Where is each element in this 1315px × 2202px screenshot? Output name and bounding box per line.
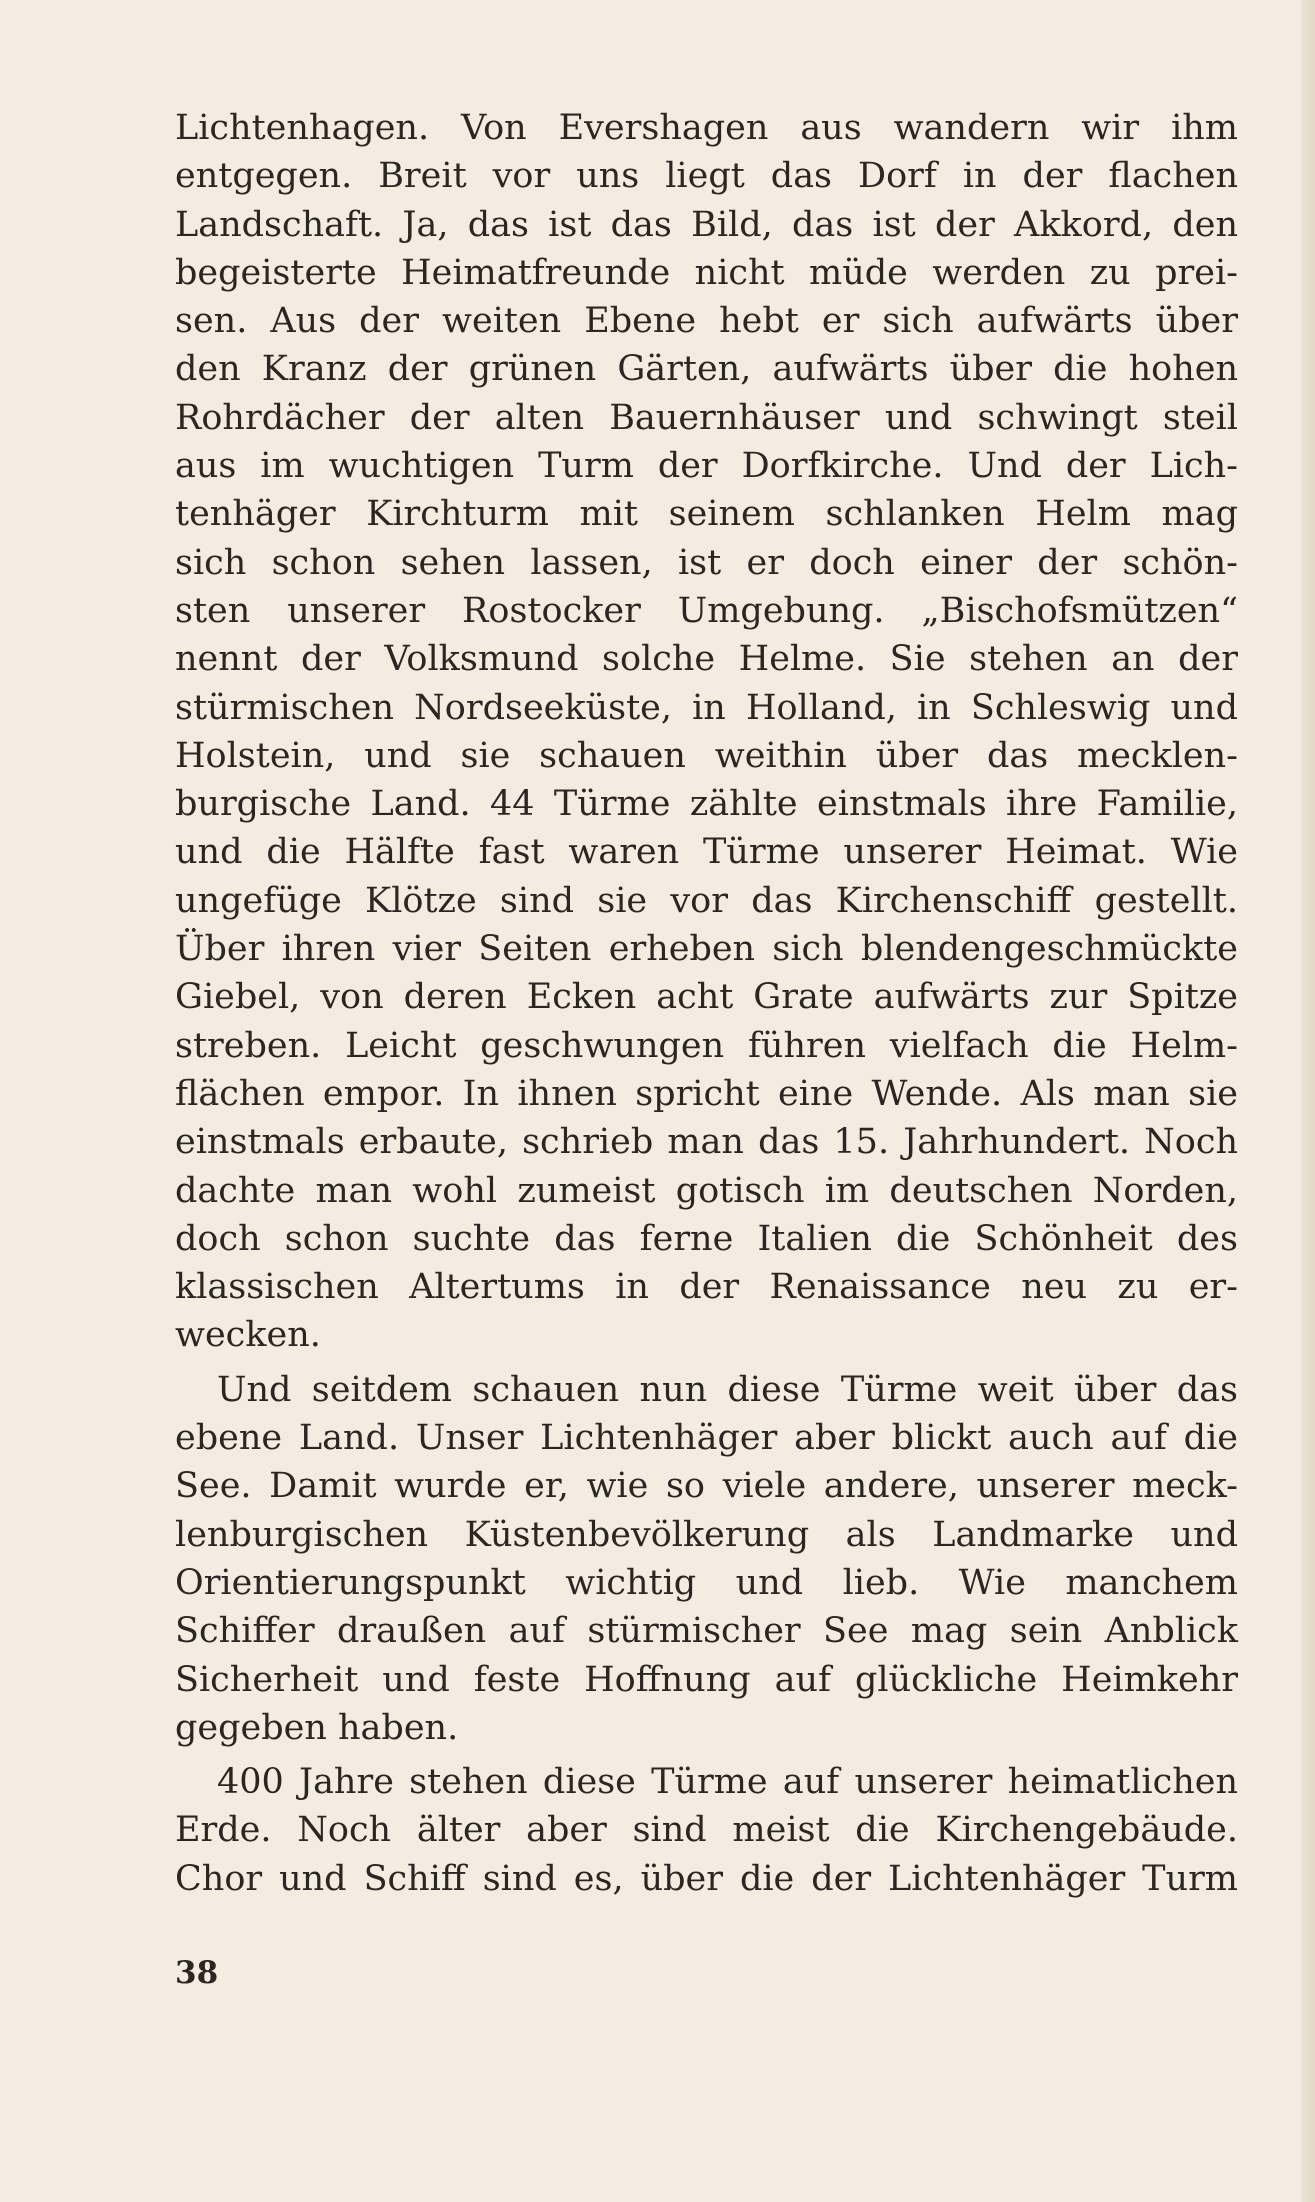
- text-line: Erde. Noch älter aber sind meist die Kirchengebäude.: [175, 1810, 1238, 1851]
- text-line: Landschaft. Ja, das ist das Bild, das ist der Akkord, den: [175, 204, 1238, 245]
- text-line: streben. Leicht geschwungen führen vielfach die Helm-: [175, 1025, 1238, 1066]
- text-line: Holstein, und sie schauen weithin über das mecklen-: [175, 735, 1238, 776]
- text-line: burgische Land. 44 Türme zählte einstmals ihre Familie,: [175, 784, 1238, 825]
- text-line: ungefüge Klötze sind sie vor das Kirchenschiff gestellt.: [175, 880, 1238, 921]
- text-line: ebene Land. Unser Lichtenhäger aber blickt auch auf die: [175, 1418, 1238, 1459]
- text-line: sich schon sehen lassen, ist er doch einer der schön-: [175, 542, 1238, 583]
- text-line: einstmals erbaute, schrieb man das 15. Jahrhundert. Noch: [175, 1122, 1238, 1163]
- text-line: Lichtenhagen. Von Evershagen aus wandern wir ihm: [175, 108, 1238, 148]
- page-edge: [1301, 0, 1315, 2202]
- text-line: Und seitdem schauen nun diese Türme weit über das: [217, 1369, 1238, 1410]
- text-line: aus im wuchtigen Turm der Dorfkirche. Und der Lich-: [175, 446, 1238, 487]
- text-line: entgegen. Breit vor uns liegt das Dorf in der flachen: [175, 156, 1238, 197]
- text-line: lenburgischen Küstenbevölkerung als Landmarke und: [175, 1514, 1238, 1555]
- text-line: flächen empor. In ihnen spricht eine Wende. Als man sie: [175, 1073, 1238, 1114]
- text-line: See. Damit wurde er, wie so viele andere, unserer meck-: [175, 1466, 1238, 1507]
- text-line: gegeben haben.: [175, 1707, 459, 1748]
- text-line: sten unserer Rostocker Umgebung. „Bischofsmützen“: [175, 590, 1238, 631]
- text-line: doch schon suchte das ferne Italien die Schönheit des: [175, 1218, 1238, 1259]
- text-line: begeisterte Heimatfreunde nicht müde werden zu prei-: [175, 252, 1238, 293]
- text-line: dachte man wohl zumeist gotisch im deutschen Norden,: [175, 1170, 1238, 1211]
- text-line: tenhäger Kirchturm mit seinem schlanken Helm mag: [175, 494, 1238, 535]
- text-line: klassischen Altertums in der Renaissance neu zu er-: [175, 1267, 1238, 1308]
- text-line: Sicherheit und feste Hoffnung auf glückliche Heimkehr: [175, 1659, 1238, 1700]
- text-line: Giebel, von deren Ecken acht Grate aufwärts zur Spitze: [175, 977, 1238, 1018]
- text-line: wecken.: [175, 1315, 321, 1356]
- text-line: Über ihren vier Seiten erheben sich blendengeschmückte: [175, 929, 1238, 970]
- text-line: Orientierungspunkt wichtig und lieb. Wie manchem: [175, 1562, 1238, 1603]
- text-line: und die Hälfte fast waren Türme unserer Heimat. Wie: [175, 832, 1238, 873]
- text-line: nennt der Volksmund solche Helme. Sie stehen an der: [175, 639, 1238, 680]
- text-line: sen. Aus der weiten Ebene hebt er sich aufwärts über: [175, 301, 1238, 342]
- text-line: Rohrdächer der alten Bauernhäuser und schwingt steil: [175, 397, 1238, 438]
- text-line: stürmischen Nordseeküste, in Holland, in Schleswig und: [175, 687, 1238, 728]
- text-line: Schiffer draußen auf stürmischer See mag sein Anblick: [175, 1611, 1238, 1652]
- text-line: 400 Jahre stehen diese Türme auf unserer heimatlichen: [217, 1762, 1238, 1803]
- text-line: den Kranz der grünen Gärten, aufwärts über die hohen: [175, 349, 1238, 390]
- page-number: 38: [175, 1955, 219, 1991]
- body-text: [175, 104, 1238, 1903]
- text-line: Chor und Schiff sind es, über die der Lichtenhäger Turm: [175, 1858, 1238, 1899]
